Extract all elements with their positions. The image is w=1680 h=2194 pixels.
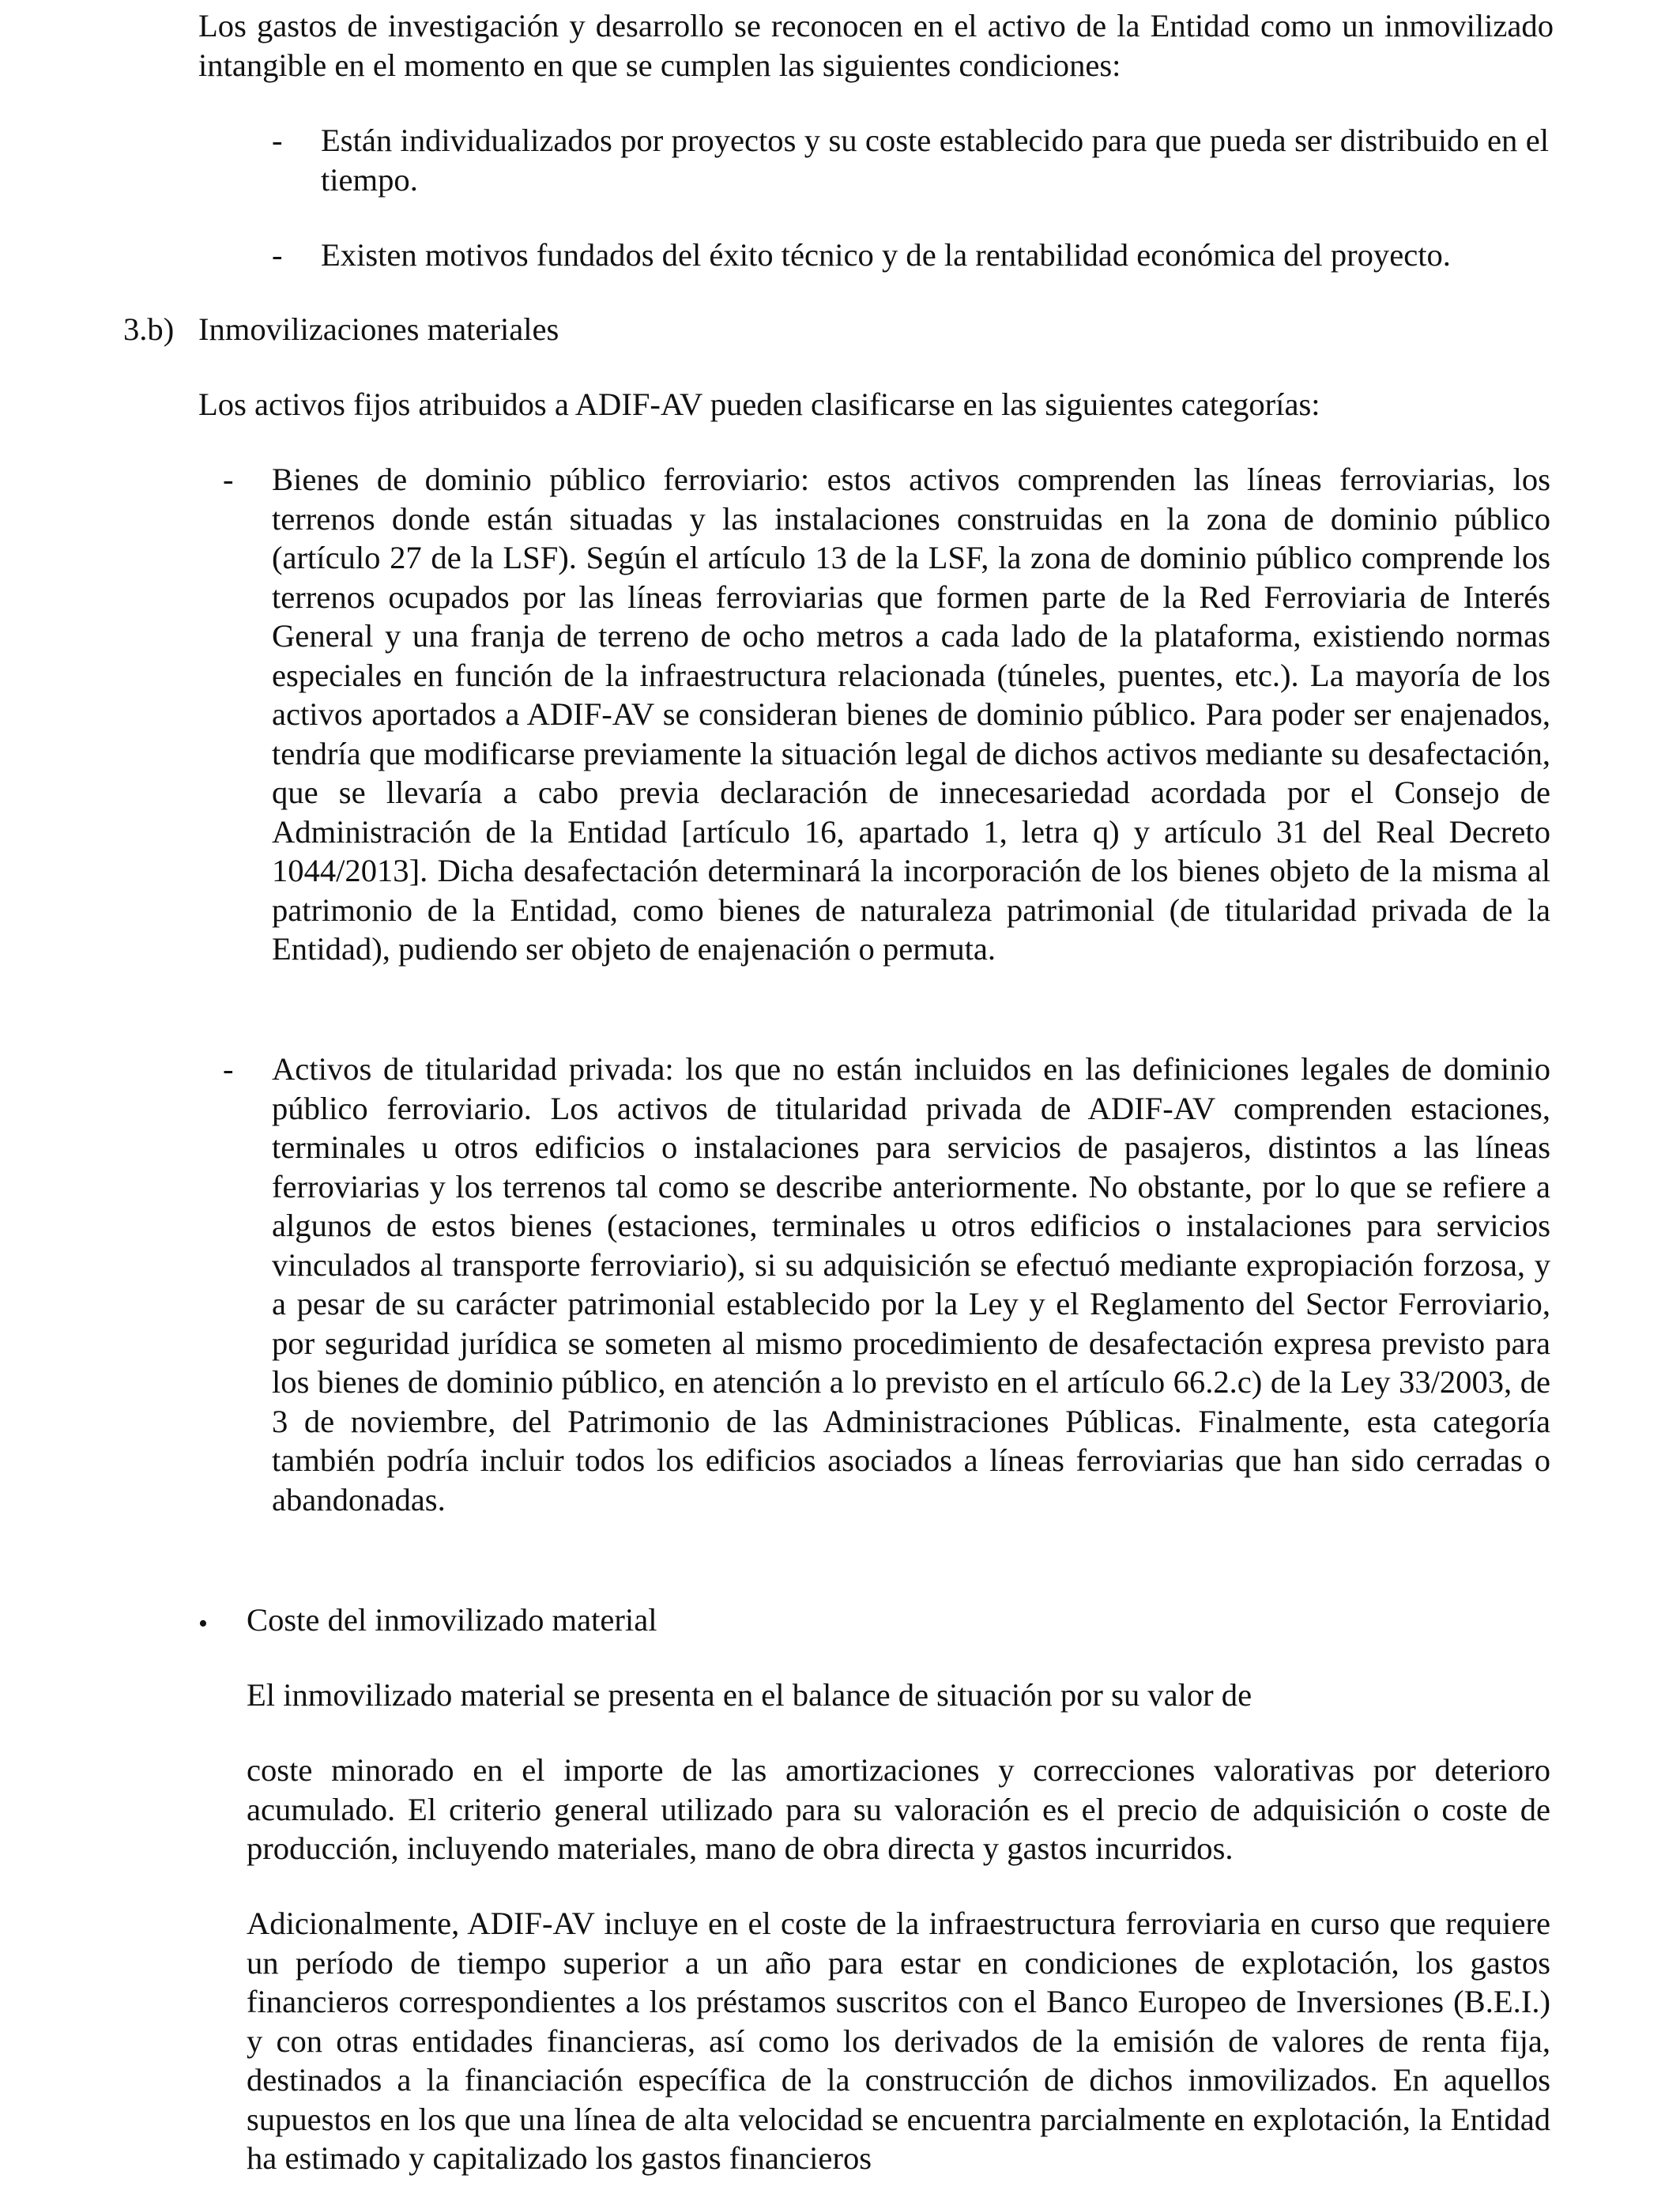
section-number: 3.b) xyxy=(123,311,175,347)
condition-1-marker: - xyxy=(272,123,283,158)
cost-paragraph-2: coste minorado en el importe de las amortizaciones y correcciones valorativas por deterioro acumulado. El criterio general utilizado para su valoración es el precio de adquisición o coste de producción, incluyendo materiales, mano de obra directa y gastos incurridos. xyxy=(247,1752,1550,1866)
condition-2-text: Existen motivos fundados del éxito técnico y de la rentabilidad económica del proyecto. xyxy=(321,237,1451,273)
category-2-text: Activos de titularidad privada: los que no están incluidos en las definiciones legales de dominio público ferroviario. Los activos de titularidad privada de ADIF-AV comprenden estaciones, terminales u otros edificios o instalaciones para servicios de pasajeros, distintos a las líneas ferroviarias y los terrenos tal como se describe anteriormente. No obstante, por lo que se refiere a algunos de estos bienes (estaciones, terminales u otros edificios o instalaciones para servicios vinculados al transporte ferroviario), si su adquisición se efectuó mediante expropiación forzosa, y a pesar de su carácter patrimonial establecido por la Ley y el Reglamento del Sector Ferroviario, por seguridad jurídica se someten al mismo procedimiento de desafectación expresa previsto para los bienes de dominio público, en atención a lo previsto en el artículo 66.2.c) de la Ley 33/2003, de 3 de noviembre, del Patrimonio de las Administraciones Públicas. Finalmente, esta categoría también podría incluir todos los edificios asociados a líneas ferroviarias que han sido cerradas o abandonadas. xyxy=(272,1051,1550,1517)
categories-intro: Los activos fijos atribuidos a ADIF-AV pueden clasificarse en las siguientes categorías: xyxy=(198,386,1320,422)
condition-1-text: Están individualizados por proyectos y su coste establecido para que pueda ser distribuido en el tiempo. xyxy=(321,123,1549,198)
category-1-text: Bienes de dominio público ferroviario: estos activos comprenden las líneas ferroviarias, los terrenos donde están situadas y las instalaciones construidas en la zona de dominio público (artículo 27 de la LSF). Según el artículo 13 de la LSF, la zona de dominio público comprende los terrenos ocupados por las líneas ferroviarias que formen parte de la Red Ferroviaria de Interés General y una franja de terreno de ocho metros a cada lado de la plataforma, existiendo normas especiales en función de la infraestructura relacionada (túneles, puentes, etc.). La mayoría de los activos aportados a ADIF-AV se consideran bienes de dominio público. Para poder ser enajenados, tendría que modificarse previamente la situación legal de dichos activos mediante su desafectación, que se llevaría a cabo previa declaración de innecesariedad acordada por el Consejo de Administración de la Entidad [artículo 16, apartado 1, letra q) y artículo 31 del Real Decreto 1044/2013]. Dicha desafectación determinará la incorporación de los bienes objeto de la misma al patrimonio de la Entidad, como bienes de naturaleza patrimonial (de titularidad privada de la Entidad), pudiendo ser objeto de enajenación o permuta. xyxy=(272,462,1550,967)
cost-paragraph-3: Adicionalmente, ADIF-AV incluye en el coste de la infraestructura ferroviaria en curso que requiere un período de tiempo superior a un año para estar en condiciones de explotación, los gastos financieros correspondientes a los préstamos suscritos con el Banco Europeo de Inversiones (B.E.I.) y con otras entidades financieras, así como los derivados de la emisión de valores de renta fija, destinados a la financiación específica de la construcción de dichos inmovilizados. En aquellos supuestos en los que una línea de alta velocidad se encuentra parcialmente en explotación, la Entidad ha estimado y capitalizado los gastos financieros xyxy=(247,1906,1550,2176)
condition-2-marker: - xyxy=(272,237,283,273)
cost-paragraph-1: El inmovilizado material se presenta en el balance de situación por su valor de xyxy=(247,1677,1252,1713)
intro-paragraph: Los gastos de investigación y desarrollo se reconocen en el activo de la Entidad como un inmovilizado intangible en el momento en que se cumplen las siguientes condiciones: xyxy=(198,8,1554,83)
category-1-marker: - xyxy=(223,462,234,497)
bullet-title: Coste del inmovilizado material xyxy=(247,1602,657,1638)
section-title: Inmovilizaciones materiales xyxy=(198,311,559,347)
bullet-marker: • xyxy=(198,1609,208,1638)
category-2-marker: - xyxy=(223,1051,234,1087)
